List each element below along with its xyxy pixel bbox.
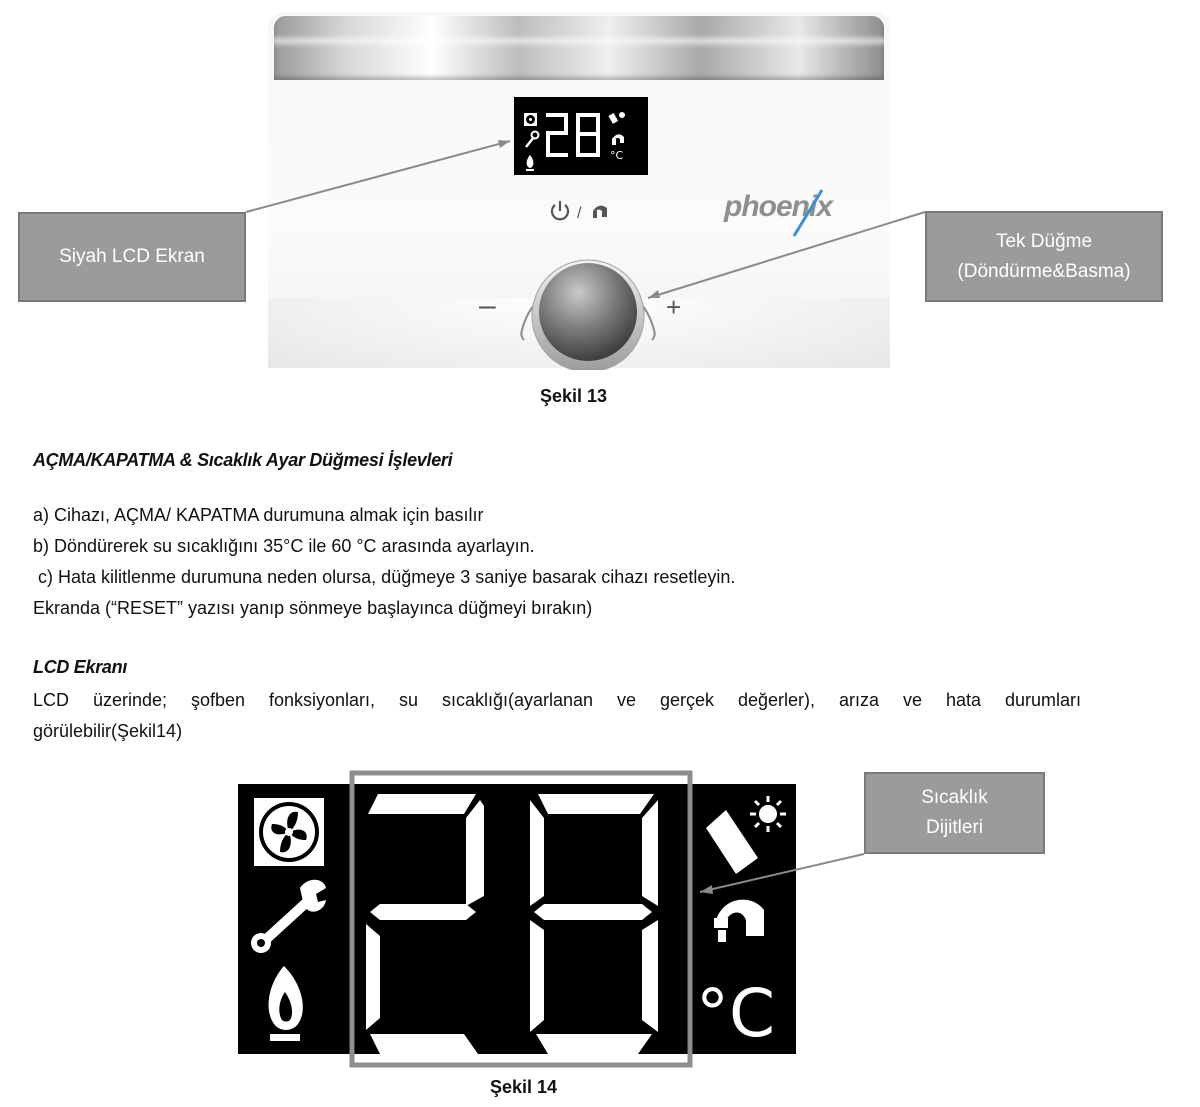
lcd-description-line2: görülebilir(Şekil14) [33,721,183,741]
list-item: c) Hata kilitlenme durumuna neden olursa, düğmeye 3 saniye basarak cihazı resetleyin. [33,567,736,587]
callout-temperature-digits [864,772,1045,854]
callout-lcd-text: Siyah LCD Ekran [59,246,205,267]
minus-sign: – [479,289,496,322]
callout-lcd-screen [18,212,246,302]
list-item: Ekranda (“RESET” yazısı yanıp sönmeye başlayınca düğmeyi bırakın) [33,598,593,618]
lcd-description-line1: LCD üzerinde; şofben fonksiyonları, su sıcaklığı(ayarlanan ve gerçek değerler), arıza ve hata durumları [33,690,1081,710]
figure-13-caption: Şekil 13 [540,386,608,406]
callout-knob-line1: Tek Düğme [995,230,1093,252]
functions-list [33,500,735,624]
callout-digits-line1: Sıcaklık [921,787,988,808]
callout-single-button [925,211,1163,302]
celsius-unit-small: °C [610,149,624,162]
brand-text: phoenix [724,190,833,223]
list-item: a) Cihazı, AÇMA/ KAPATMA durumuna almak için basılır [33,505,484,525]
lcd-description [33,685,1081,747]
functions-heading: AÇMA/KAPATMA & Sıcaklık Ayar Düğmesi İşlevleri [33,450,453,470]
lcd-heading: LCD Ekranı [33,657,128,677]
power-slash: / [577,205,582,222]
callout-digits-line2: Dijitleri [926,817,983,838]
figure-14-caption: Şekil 14 [490,1077,558,1097]
list-item: b) Döndürerek su sıcaklığını 35°C ile 60 °C arasında ayarlayın. [33,536,535,556]
callout-knob-line2: (Döndürme&Basma) [957,260,1131,282]
leader-lines-fig13 [0,0,1200,420]
celsius-unit: °C [696,975,776,1052]
plus-sign: + [666,292,682,322]
